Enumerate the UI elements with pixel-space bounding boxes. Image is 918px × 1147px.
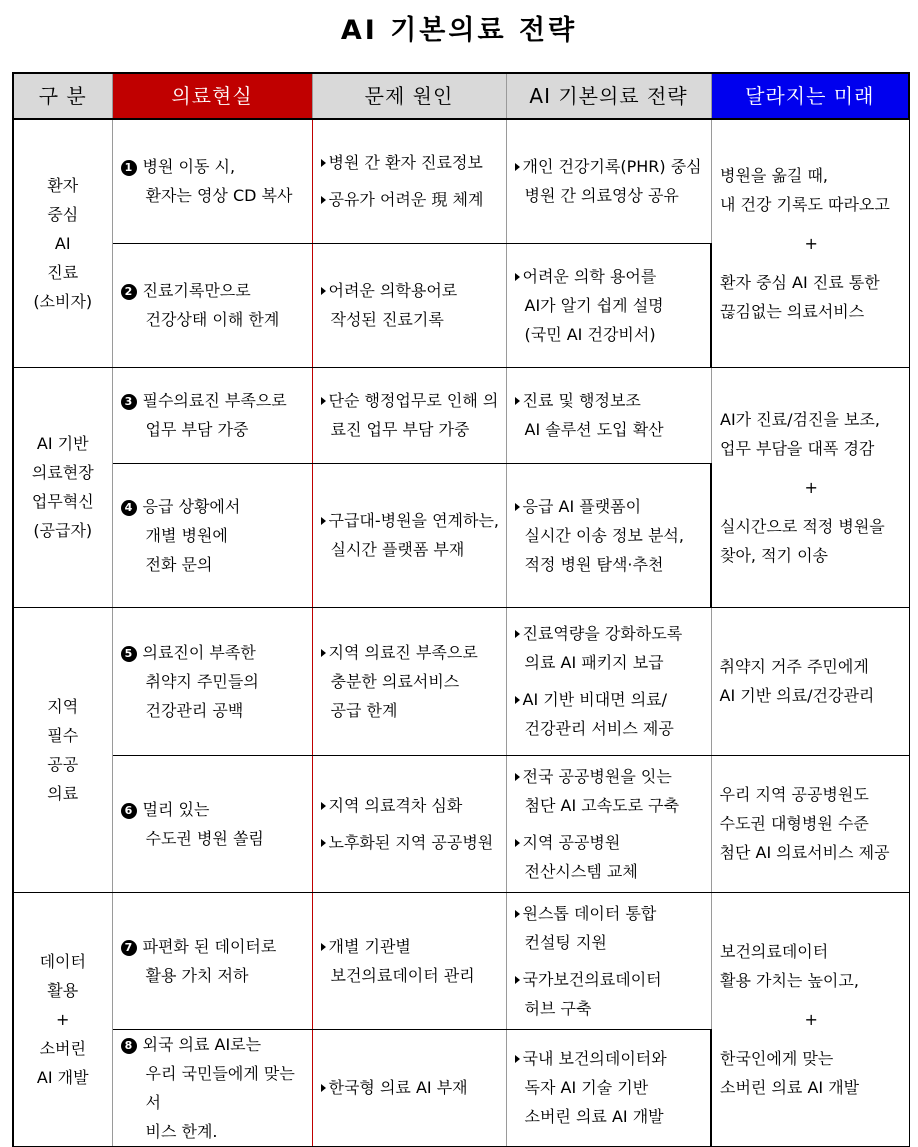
- reality-text: 응급 상황에서: [142, 496, 241, 516]
- cause-line: [321, 185, 500, 214]
- strategy-line: [515, 965, 705, 994]
- strategy-cell: [506, 1029, 711, 1146]
- strategy-cell: [506, 892, 711, 1029]
- strategy-text: 첨단 AI 고속도로 구축: [524, 795, 680, 815]
- cause-bullet: [321, 276, 500, 334]
- strategy-line: [515, 928, 705, 957]
- future-line: 수도권 대형병원 수준: [719, 814, 869, 833]
- cause-bullet: [321, 828, 500, 857]
- plus-sign: +: [804, 477, 818, 497]
- future-line: 내 건강 기록도 따라오고: [720, 194, 890, 214]
- strategy-line: [515, 1102, 705, 1131]
- strategy-text: 진료역량을 강화하도록: [522, 624, 683, 643]
- bullet-arrow-icon: [515, 976, 520, 984]
- category-line: 중심: [47, 204, 79, 224]
- bullet-arrow-icon: [321, 1084, 326, 1092]
- cause-content: [313, 148, 506, 214]
- cause-bullet: [321, 386, 500, 444]
- strategy-text: 지역 공공병원: [522, 832, 621, 852]
- bullet-arrow-icon: [321, 839, 326, 847]
- strategy-text: 전산시스템 교체: [524, 861, 638, 881]
- cause-bullet: [321, 791, 500, 820]
- bullet-arrow-icon: [515, 839, 520, 847]
- strategy-line: [515, 521, 705, 550]
- future-line: 환자 중심 AI 진료 통한: [720, 272, 880, 292]
- cause-line: [321, 667, 500, 696]
- bullet-arrow-icon: [515, 503, 520, 511]
- cause-content: [313, 791, 506, 857]
- number-badge: 3: [121, 394, 137, 410]
- future-line: 병원을 옮길 때,: [720, 165, 828, 185]
- bullet-arrow-icon: [321, 943, 326, 951]
- future-cell: [711, 367, 909, 607]
- number-badge: 2: [121, 284, 137, 300]
- reality-text: 병원 이동 시,: [142, 157, 236, 177]
- table-row: [13, 119, 909, 243]
- cause-bullet: [321, 1073, 500, 1102]
- future-cell: [711, 755, 909, 892]
- strategy-line: [515, 181, 705, 210]
- reality-text: 멀리 있는: [142, 799, 210, 819]
- header-reality: 의료현실: [112, 73, 312, 119]
- future-line: 실시간으로 적정 병원을: [720, 516, 885, 536]
- reality-line: [121, 152, 306, 181]
- future-cell: [711, 892, 909, 1146]
- reality-content: [113, 638, 312, 725]
- document-title: AI 기본의료 전략: [340, 15, 578, 46]
- strategy-text: 어려운 의학 용어를: [522, 266, 657, 286]
- bullet-arrow-icon: [321, 397, 326, 405]
- cause-content: [313, 276, 506, 334]
- strategy-content: [507, 762, 711, 886]
- cause-bullet: [321, 932, 500, 990]
- category-line: (소비자): [33, 291, 93, 311]
- cause-content: [313, 638, 506, 725]
- strategy-text: 실시간 이송 정보 분석,: [524, 525, 684, 545]
- cause-line: [321, 932, 500, 961]
- strategy-line: [515, 685, 705, 714]
- table-row: [13, 755, 909, 892]
- future-cell: [711, 119, 909, 367]
- strategy-bullet: [515, 492, 705, 579]
- strategy-text: 개인 건강기록(PHR) 중심: [522, 157, 702, 177]
- strategy-line: [515, 291, 705, 320]
- cause-line: [321, 696, 500, 725]
- strategy-text: AI가 알기 쉽게 설명: [524, 295, 664, 315]
- number-badge: 6: [121, 803, 137, 819]
- future-line: 찾아, 적기 이송: [720, 545, 828, 565]
- strategy-line: [515, 320, 705, 349]
- category-line: (공급자): [33, 521, 93, 540]
- cause-text: 공급 한계: [330, 700, 398, 720]
- strategy-cell: [506, 367, 711, 463]
- cause-text: 료진 업무 부담 가중: [330, 420, 470, 439]
- future-line: 활용 가치는 높이고,: [720, 970, 859, 990]
- cause-line: [321, 386, 500, 415]
- plus-sign: +: [804, 233, 818, 253]
- strategy-text: 독자 AI 기술 기반: [524, 1078, 649, 1097]
- category-line: AI: [54, 233, 71, 253]
- strategy-text: 병원 간 의료영상 공유: [524, 186, 679, 206]
- bullet-arrow-icon: [515, 1055, 520, 1063]
- strategy-text: AI 솔루션 도입 확산: [524, 420, 664, 439]
- strategy-text: 컨설팅 지원: [524, 932, 607, 952]
- bullet-arrow-icon: [515, 696, 520, 704]
- strategy-line: [515, 714, 705, 743]
- future-line: 우리 지역 공공병원도: [719, 785, 869, 804]
- cause-cell: [312, 892, 506, 1029]
- cause-line: [321, 828, 500, 857]
- strategy-line: [515, 828, 705, 857]
- strategy-text: 응급 AI 플랫폼이: [522, 496, 642, 516]
- strategy-content: [507, 386, 711, 444]
- strategy-line: [515, 386, 705, 415]
- cause-text: 작성된 진료기록: [330, 310, 444, 329]
- strategy-text: 의료 AI 패키지 보급: [524, 653, 664, 672]
- bullet-arrow-icon: [321, 196, 326, 204]
- bullet-arrow-icon: [321, 649, 326, 657]
- reality-cell: [112, 892, 312, 1029]
- bullet-arrow-icon: [321, 287, 326, 295]
- strategy-bullet: [515, 619, 705, 677]
- cause-text: 한국형 의료 AI 부재: [328, 1078, 468, 1097]
- strategy-text: 건강관리 서비스 제공: [524, 719, 674, 738]
- strategy-bullet: [515, 762, 705, 820]
- cause-cell: [312, 243, 506, 367]
- category-line: 데이터: [39, 951, 86, 971]
- cause-bullet: [321, 506, 500, 564]
- reality-line: [121, 386, 306, 415]
- strategy-line: [515, 762, 705, 791]
- strategy-text: (국민 AI 건강비서): [524, 324, 656, 344]
- strategy-bullet: [515, 828, 705, 886]
- strategy-cell: [506, 119, 711, 243]
- cause-bullet: [321, 185, 500, 214]
- cause-cell: [312, 607, 506, 755]
- cause-text: 지역 의료진 부족으로: [328, 642, 478, 662]
- reality-cell: [112, 243, 312, 367]
- category-line: 업무혁신: [31, 492, 94, 511]
- strategy-content: [507, 152, 711, 210]
- future-line: 끊김없는 의료서비스: [720, 301, 865, 321]
- strategy-bullet: [515, 262, 705, 349]
- strategy-bullet: [515, 965, 705, 1023]
- future-line: 보건의료데이터: [720, 941, 829, 961]
- cause-bullet: [321, 638, 500, 725]
- reality-text: 수도권 병원 쏠림: [145, 828, 264, 848]
- future-content: [712, 161, 909, 326]
- category-line: +: [56, 1009, 70, 1029]
- strategy-cell: [506, 243, 711, 367]
- strategy-line: [515, 1073, 705, 1102]
- cause-text: 노후화된 지역 공공병원: [328, 832, 494, 852]
- reality-text: 의료진이 부족한: [142, 642, 256, 662]
- header-strategy: AI 기본의료 전략: [506, 73, 711, 119]
- reality-text: 우리 국민들에게 맞는 서: [145, 1063, 295, 1112]
- reality-content: [113, 932, 312, 990]
- future-content: [712, 937, 909, 1102]
- category-line: 지역: [47, 696, 79, 716]
- number-badge: 4: [121, 500, 137, 516]
- reality-content: [113, 795, 312, 853]
- cause-line: [321, 791, 500, 820]
- strategy-line: [515, 550, 705, 579]
- table-row: [13, 892, 909, 1029]
- reality-text: 진료기록만으로: [142, 281, 251, 300]
- strategy-line: [515, 1044, 705, 1073]
- number-badge: 1: [121, 160, 137, 176]
- strategy-line: [515, 619, 705, 648]
- strategy-text: 국가보건의료데이터: [522, 969, 662, 989]
- reality-text: 취약지 주민들의: [145, 671, 259, 691]
- strategy-cell: [506, 607, 711, 755]
- strategy-line: [515, 492, 705, 521]
- strategy-bullet: [515, 1044, 705, 1131]
- number-badge: 5: [121, 646, 137, 662]
- cause-cell: [312, 119, 506, 243]
- future-line: 한국인에게 맞는: [720, 1048, 834, 1068]
- strategy-text: 허브 구축: [524, 998, 592, 1018]
- table-row: [13, 607, 909, 755]
- reality-line: [121, 521, 306, 550]
- reality-text: 필수의료진 부족으로: [142, 391, 287, 410]
- strategy-text: AI 기반 비대면 의료/: [522, 690, 668, 709]
- future-cell: [711, 607, 909, 755]
- bullet-arrow-icon: [515, 397, 520, 405]
- strategy-text: 적정 병원 탐색·추천: [524, 554, 664, 574]
- header-future: 달라지는 미래: [711, 73, 909, 119]
- reality-text: 비스 한계.: [145, 1121, 218, 1141]
- strategy-text: 진료 및 행정보조: [522, 391, 641, 410]
- cause-line: [321, 638, 500, 667]
- reality-line: [121, 305, 306, 334]
- cause-text: 단순 행정업무로 인해 의: [328, 391, 499, 410]
- reality-cell: [112, 755, 312, 892]
- reality-line: [121, 1030, 306, 1059]
- bullet-arrow-icon: [321, 517, 326, 525]
- number-badge: 7: [121, 940, 137, 956]
- cause-content: [313, 1073, 506, 1102]
- reality-text: 활용 가치 저하: [145, 965, 249, 985]
- cause-text: 공유가 어려운 現 체계: [328, 190, 484, 210]
- reality-cell: [112, 367, 312, 463]
- bullet-arrow-icon: [321, 159, 326, 167]
- cause-cell: [312, 1029, 506, 1146]
- strategy-content: [507, 262, 711, 349]
- reality-line: [121, 276, 306, 305]
- cause-line: [321, 506, 500, 535]
- plus-sign: +: [804, 1009, 818, 1029]
- cause-line: [321, 276, 500, 305]
- reality-content: [113, 386, 312, 444]
- future-line: 업무 부담을 대폭 경감: [720, 438, 875, 458]
- bullet-arrow-icon: [515, 910, 520, 918]
- reality-line: [121, 550, 306, 579]
- strategy-line: [515, 262, 705, 291]
- category-line: 소버린: [39, 1038, 86, 1058]
- strategy-bullet: [515, 386, 705, 444]
- strategy-line: [515, 791, 705, 820]
- strategy-line: [515, 899, 705, 928]
- strategy-content: [507, 492, 711, 579]
- cause-content: [313, 506, 506, 564]
- future-line: 취약지 거주 주민에게: [719, 657, 869, 676]
- category-line: AI 개발: [36, 1067, 89, 1087]
- cause-line: [321, 535, 500, 564]
- category-line: AI 기반: [36, 434, 89, 453]
- bullet-arrow-icon: [515, 630, 520, 638]
- cause-text: 충분한 의료서비스: [330, 671, 460, 691]
- cause-cell: [312, 755, 506, 892]
- reality-line: [121, 638, 306, 667]
- reality-line: [121, 932, 306, 961]
- reality-line: [121, 492, 306, 521]
- strategy-table: [12, 72, 910, 1147]
- reality-content: [113, 1030, 312, 1146]
- reality-line: [121, 795, 306, 824]
- future-line: AI가 진료/검진을 보조,: [720, 409, 880, 429]
- reality-text: 전화 문의: [145, 554, 213, 574]
- reality-text: 건강상태 이해 한계: [145, 310, 280, 329]
- strategy-text: 원스톱 데이터 통합: [522, 903, 657, 923]
- cause-line: [321, 305, 500, 334]
- cause-line: [321, 415, 500, 444]
- reality-cell: [112, 1029, 312, 1146]
- future-content: [712, 405, 909, 570]
- strategy-line: [515, 857, 705, 886]
- reality-content: [113, 492, 312, 579]
- future-content: [712, 780, 909, 867]
- future-line: AI 기반 의료/건강관리: [719, 686, 875, 705]
- category-line: 공공: [47, 754, 79, 774]
- cause-content: [313, 932, 506, 990]
- strategy-text: 전국 공공병원을 잇는: [522, 766, 672, 786]
- reality-line: [121, 667, 306, 696]
- cause-text: 어려운 의학용어로: [328, 281, 458, 300]
- future-line: 첨단 AI 의료서비스 제공: [719, 843, 890, 862]
- strategy-line: [515, 648, 705, 677]
- reality-text: 업무 부담 가중: [145, 420, 249, 439]
- header-cause: 문제 원인: [312, 73, 506, 119]
- cause-text: 지역 의료격차 심화: [328, 795, 463, 815]
- bullet-arrow-icon: [515, 773, 520, 781]
- cause-line: [321, 961, 500, 990]
- future-line: 소버린 의료 AI 개발: [720, 1077, 860, 1097]
- number-badge: 8: [121, 1038, 137, 1054]
- strategy-bullet: [515, 685, 705, 743]
- category-line: 의료현장: [31, 463, 94, 482]
- reality-line: [121, 415, 306, 444]
- category-line: 활용: [47, 980, 79, 1000]
- cause-cell: [312, 367, 506, 463]
- cause-text: 개별 기관별: [328, 936, 411, 956]
- cause-content: [313, 386, 506, 444]
- reality-cell: [112, 463, 312, 607]
- strategy-content: [507, 1044, 711, 1131]
- cause-bullet: [321, 148, 500, 177]
- cause-line: [321, 1073, 500, 1102]
- strategy-cell: [506, 755, 711, 892]
- reality-content: [113, 276, 312, 334]
- category-cell: [13, 367, 112, 607]
- category-line: 환자: [47, 175, 79, 195]
- reality-text: 환자는 영상 CD 복사: [145, 186, 293, 206]
- strategy-content: [507, 899, 711, 1023]
- future-content: [712, 652, 909, 710]
- cause-cell: [312, 463, 506, 607]
- reality-text: 외국 의료 AI로는: [142, 1034, 262, 1054]
- strategy-line: [515, 994, 705, 1023]
- table-row: [13, 367, 909, 463]
- reality-text: 파편화 된 데이터로: [142, 936, 277, 956]
- category-cell: [13, 119, 112, 367]
- cause-text: 구급대-병원을 연계하는,: [328, 511, 500, 530]
- reality-cell: [112, 607, 312, 755]
- strategy-text: 소버린 의료 AI 개발: [524, 1107, 664, 1126]
- strategy-text: 국내 보건의데이터와: [522, 1049, 667, 1068]
- reality-text: 개별 병원에: [145, 525, 228, 545]
- reality-line: [121, 961, 306, 990]
- bullet-arrow-icon: [321, 802, 326, 810]
- cause-text: 실시간 플랫폼 부재: [330, 540, 465, 559]
- cause-text: 병원 간 환자 진료정보: [328, 153, 483, 173]
- reality-line: [121, 824, 306, 853]
- header-category: 구 분: [13, 73, 112, 119]
- cause-line: [321, 148, 500, 177]
- strategy-line: [515, 415, 705, 444]
- reality-text: 건강관리 공백: [145, 700, 244, 720]
- reality-line: [121, 696, 306, 725]
- category-line: 의료: [47, 783, 79, 803]
- strategy-cell: [506, 463, 711, 607]
- bullet-arrow-icon: [515, 273, 520, 281]
- reality-line: [121, 1117, 306, 1146]
- cause-text: 보건의료데이터 관리: [330, 965, 475, 985]
- strategy-line: [515, 152, 705, 181]
- reality-line: [121, 181, 306, 210]
- category-line: 진료: [47, 262, 79, 282]
- category-line: 필수: [47, 725, 79, 745]
- table-body: [13, 119, 909, 1146]
- category-cell: [13, 607, 112, 892]
- strategy-bullet: [515, 899, 705, 957]
- reality-content: [113, 152, 312, 210]
- strategy-content: [507, 619, 711, 743]
- strategy-bullet: [515, 152, 705, 210]
- bullet-arrow-icon: [515, 163, 520, 171]
- category-cell: [13, 892, 112, 1146]
- reality-cell: [112, 119, 312, 243]
- reality-line: [121, 1059, 306, 1117]
